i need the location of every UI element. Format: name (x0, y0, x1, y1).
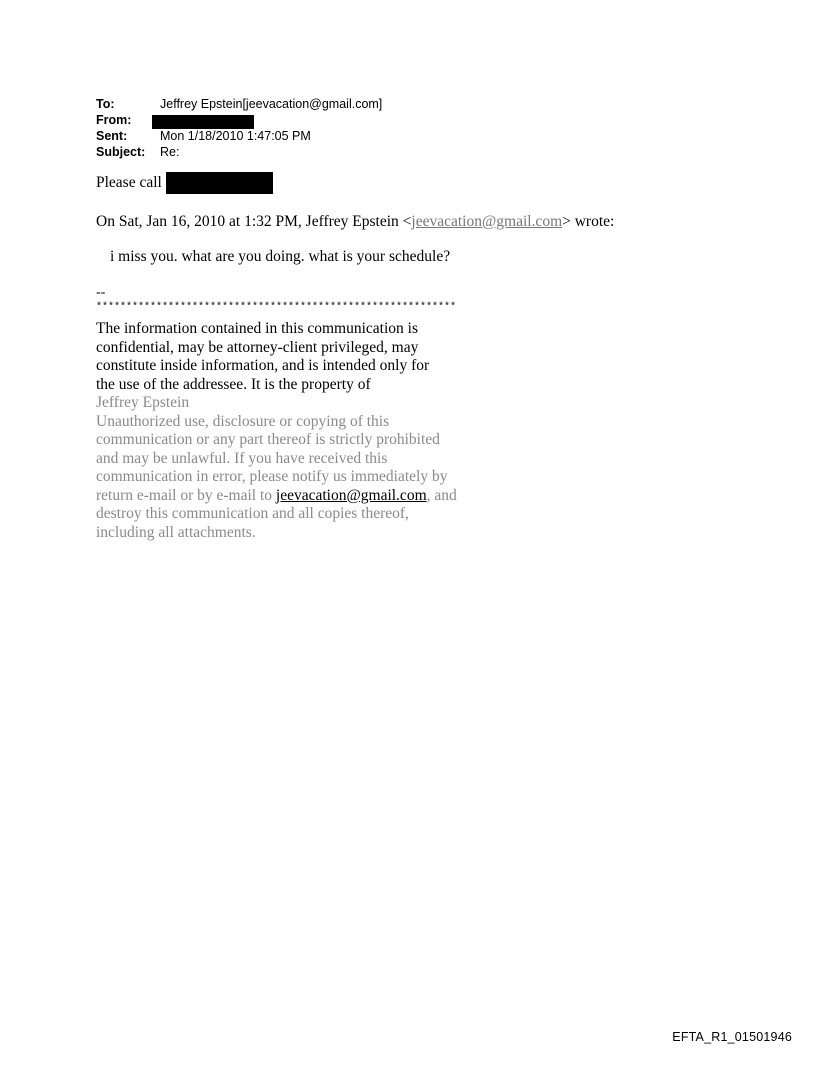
to-label: To: (96, 97, 115, 111)
disclaimer-line: confidential, may be attorney-client privileged, may (96, 338, 419, 356)
sent-value: Mon 1/18/2010 1:47:05 PM (160, 129, 311, 143)
disclaimer-line: Jeffrey Epstein (96, 394, 190, 411)
quote-intro (96, 212, 614, 232)
phone-redaction (166, 172, 273, 194)
return-suffix: , and (426, 486, 457, 504)
confidentiality-disclaimer (96, 320, 476, 542)
from-row (96, 112, 382, 128)
please-call-line (96, 172, 273, 194)
signature-stars: ************************************************************ (96, 302, 457, 313)
disclaimer-line: the use of the addressee. It is the property of (96, 375, 371, 393)
disclaimer-line: and may be unlawful. If you have received this (96, 449, 388, 467)
disclaimer-line: The information contained in this communication is (96, 320, 418, 337)
disclaimer-line: including all attachments. (96, 523, 256, 541)
from-redaction (152, 115, 254, 129)
disclaimer-line: communication in error, please notify us immediately by (96, 468, 448, 485)
return-prefix: return e-mail or by e-mail to (96, 486, 276, 504)
please-call-text: Please call (96, 174, 162, 191)
email-header (96, 96, 382, 160)
to-row (96, 96, 382, 112)
signature-dash: -- (96, 285, 106, 300)
subject-value: Re: (160, 145, 180, 159)
disclaimer-line: destroy this communication and all copies thereof, (96, 505, 409, 522)
quote-intro-prefix: On Sat, Jan 16, 2010 at 1:32 PM, Jeffrey Epstein < (96, 213, 412, 230)
disclaimer-email-link[interactable]: jeevacation@gmail.com (275, 486, 427, 504)
disclaimer-line: communication or any part thereof is strictly prohibited (96, 431, 440, 448)
sent-label: Sent: (96, 129, 128, 143)
document-id: EFTA_R1_01501946 (672, 1030, 792, 1044)
disclaimer-line: Unauthorized use, disclosure or copying of this (96, 412, 390, 430)
to-value: Jeffrey Epstein[jeevacation@gmail.com] (160, 97, 383, 111)
disclaimer-line: constitute inside information, and is intended only for (96, 357, 430, 374)
quote-email-link[interactable]: jeevacation@gmail.com (411, 213, 563, 230)
disclaimer-return-line (96, 487, 476, 506)
from-label: From: (96, 113, 132, 127)
subject-label: Subject: (96, 145, 146, 159)
quote-intro-suffix: > wrote: (562, 213, 615, 230)
quoted-message: i miss you. what are you doing. what is your schedule? (110, 248, 451, 265)
subject-row (96, 144, 382, 160)
sent-row (96, 128, 382, 144)
